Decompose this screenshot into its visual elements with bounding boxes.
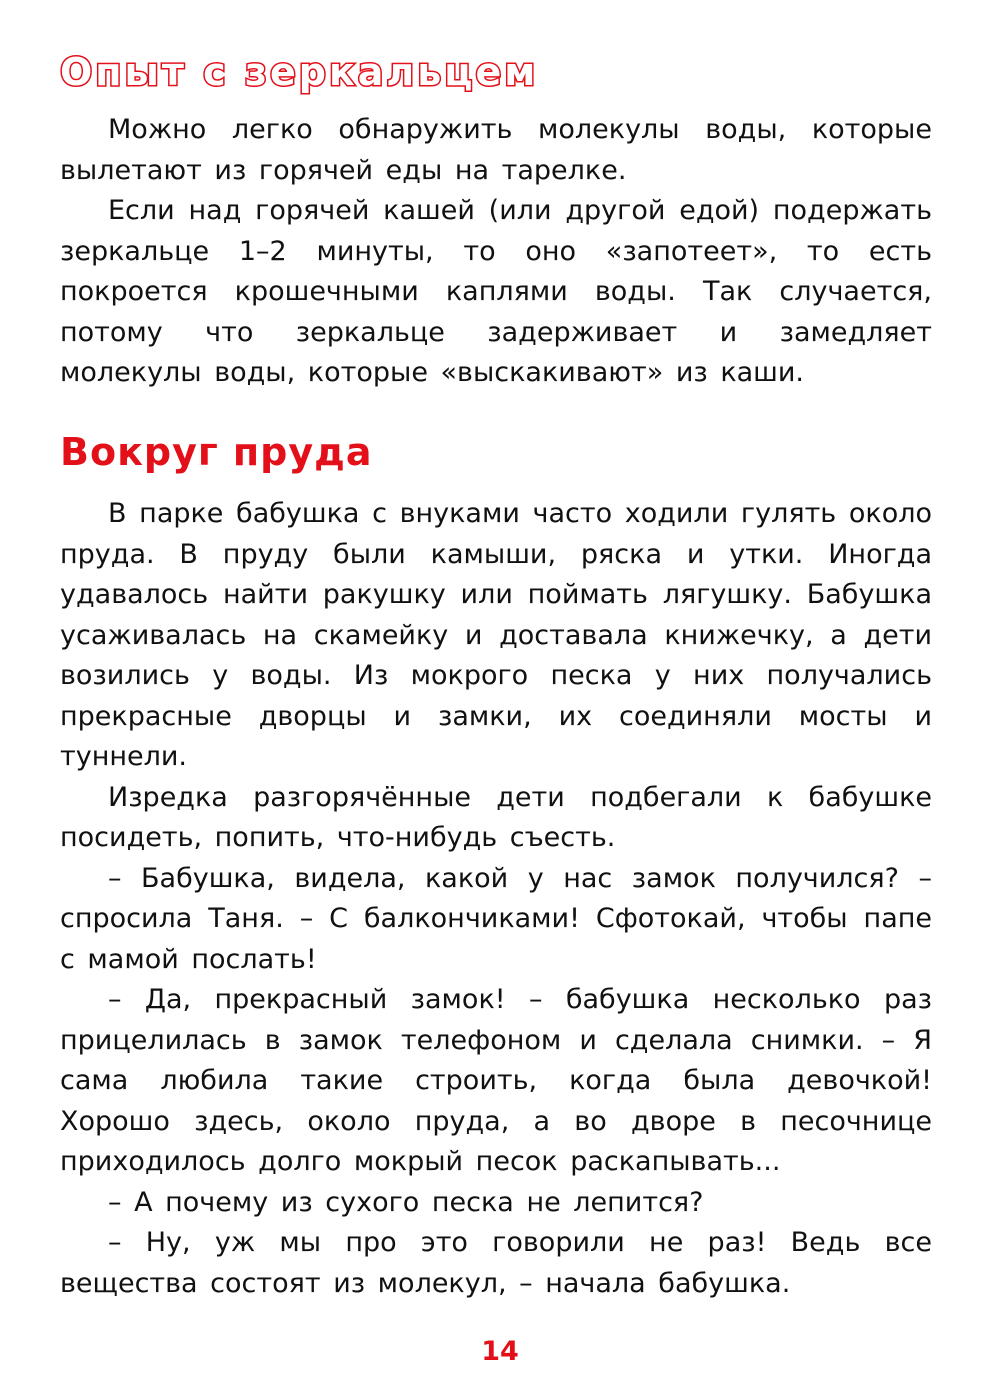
- paragraph: В парке бабушка с внуками часто ходили гулять около пруда. В пруду были камыши, ряска и утки. Иногда удавалось найти ракушку или поймать лягушку. Бабушка усаживалась на скамейку и доставала книжечку, а дети возились у воды. Из мокрого песка у них получались прекрасные дворцы и замки, их соединяли мосты и туннели.: [60, 498, 932, 772]
- section-around-pond: [60, 494, 932, 1304]
- paragraph: Можно легко обнаружить молекулы воды, которые вылетают из горячей еды на тарелке.: [60, 114, 932, 186]
- paragraph: – Да, прекрасный замок! – бабушка несколько раз прицелилась в замок телефоном и сделала снимки. – Я сама любила такие строить, когда была девочкой! Хорошо здесь, около пруда, а во дворе в песочнице приходилось долго мокрый песок раскапывать...: [60, 984, 932, 1177]
- paragraph: – Ну, уж мы про это говорили не раз! Ведь все вещества состоят из молекул, – начала бабушка.: [60, 1227, 932, 1299]
- section-title-mirror-experiment: Опыт с зеркальцем: [60, 50, 539, 94]
- page-number: 14: [481, 1336, 519, 1367]
- paragraph: – А почему из сухого песка не лепится?: [108, 1186, 704, 1218]
- section-title-around-pond: Вокруг пруда: [60, 430, 373, 474]
- paragraph: – Бабушка, видела, какой у нас замок получился? – спросила Таня. – С балкончиками! Сфотокай, чтобы папе с мамой послать!: [60, 862, 932, 975]
- section-mirror-experiment: [60, 110, 932, 394]
- paragraph: Изредка разгорячённые дети подбегали к бабушке посидеть, попить, что-нибудь съесть.: [60, 781, 932, 853]
- paragraph: Если над горячей кашей (или другой едой) подержать зеркальце 1–2 минуты, то оно «запотеет», то есть покроется крошечными каплями воды. Так случается, потому что зеркальце задерживает и замедляет молекулы воды, которые «выскакивают» из каши.: [60, 195, 932, 388]
